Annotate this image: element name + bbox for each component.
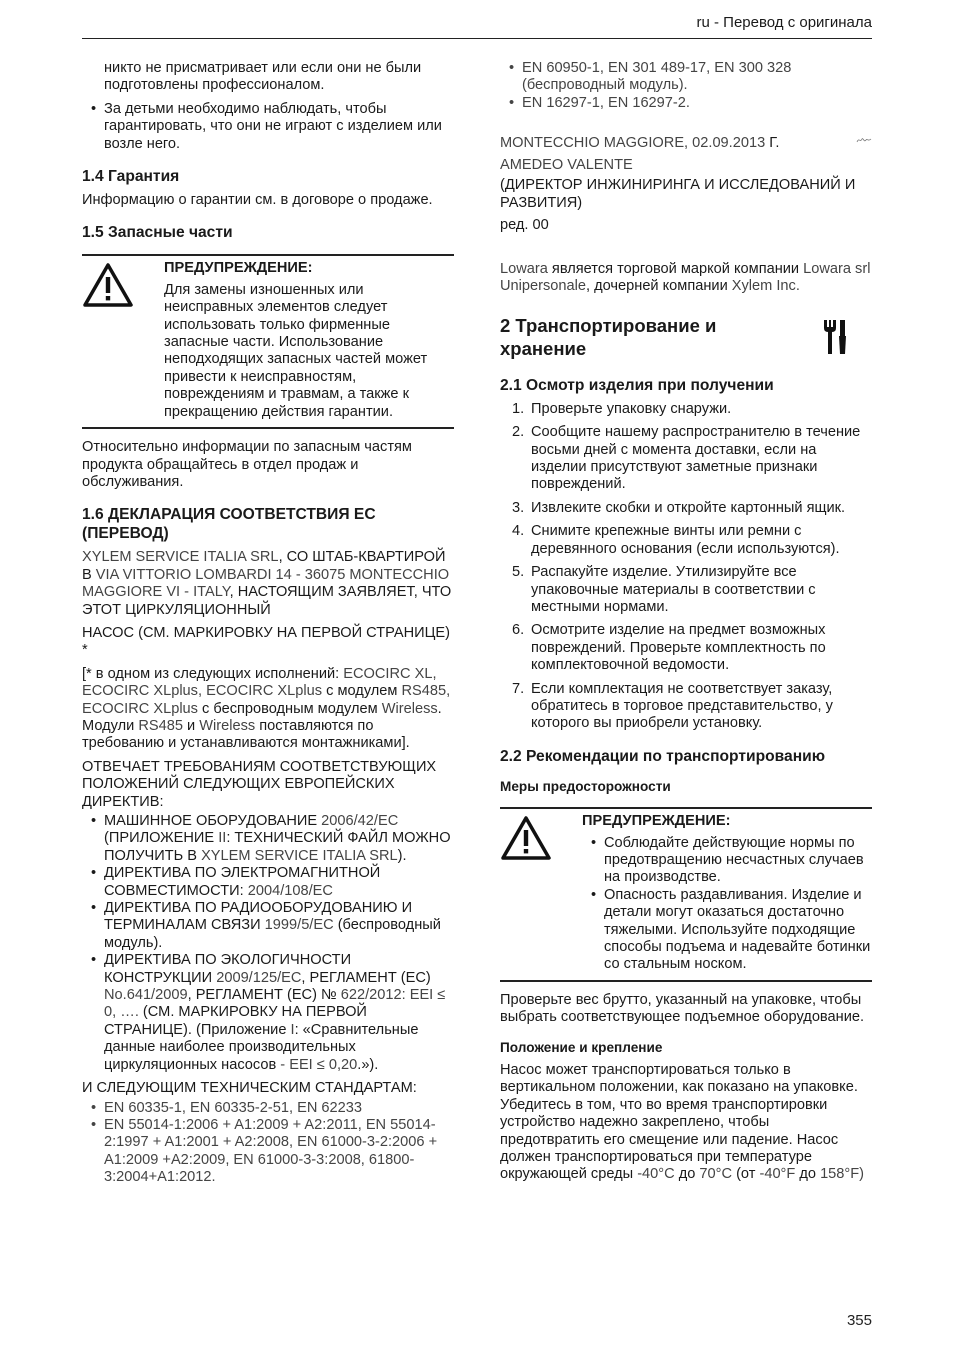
text-run: 2009/125/EC xyxy=(216,969,302,986)
text-run: 2006/42/EC xyxy=(321,813,399,829)
step-text: Извлеките скобки и откройте картонный ящик. xyxy=(531,499,846,516)
text-run: ECOCIRC XL, ECOCIRC XLplus, ECOCIRC XLplus xyxy=(82,665,437,700)
text-run: ). xyxy=(397,847,407,864)
text-run: . Модули xyxy=(82,700,442,734)
text-run: , дочерней компании xyxy=(586,278,732,295)
list-item xyxy=(500,401,872,418)
chapter-2-heading xyxy=(500,314,872,360)
text-run: : «Сравнительные данные наиболее производительных циркуляционных насосов xyxy=(104,1021,419,1073)
section-1-5-title: 1.5 Запасные части xyxy=(82,224,233,242)
text-run: [* в одном из следующих исполнений: xyxy=(82,665,344,682)
text-run: : ТЕХНИЧЕСКИЙ ФАЙЛ МОЖНО ПОЛУЧИТЬ В xyxy=(104,830,451,864)
list-item xyxy=(82,900,454,952)
warning-triangle-icon xyxy=(500,815,552,861)
section-1-5-text: Относительно информации по запасным частям продукта обращайтесь в отдел продаж и обслуживания. xyxy=(82,439,412,490)
warning-text: Для замены изношенных или неисправных элементов следует использовать только фирменные запасные части. Использование неподходящих запасных частей может привести к неисправностям, повреждениям и травмам, а также к прекращению действия гарантии. xyxy=(164,281,428,420)
text-run: -40°F xyxy=(759,1166,796,1183)
text-run: до xyxy=(674,1166,700,1183)
text-run: RS485 xyxy=(401,683,447,700)
step-number: 6. xyxy=(512,622,525,639)
precautions-title: Меры предосторожности xyxy=(500,778,671,794)
declaration-intro xyxy=(82,549,454,619)
text-run: Xylem Inc. xyxy=(731,278,800,295)
step-number: 2. xyxy=(512,424,525,441)
step-number: 1. xyxy=(512,400,525,417)
text-run: 158°F) xyxy=(820,1166,865,1183)
text-run: (от xyxy=(732,1166,760,1183)
list-item xyxy=(82,813,454,865)
text-run: - EEI ≤ 0,20 xyxy=(280,1056,358,1073)
warning-list xyxy=(582,835,872,974)
signature-block xyxy=(500,134,872,235)
text-run: , ECOCIRC XLplus xyxy=(82,683,451,717)
text-run: (ПРИЛОЖЕНИЕ xyxy=(104,830,219,847)
text-run: поставляются по требованию и устанавливаются монтажниками]. xyxy=(82,717,410,752)
text-run: ДИРЕКТИВА ПО ЭЛЕКТРОМАГНИТНОЙ СОВМЕСТИМОСТИ: xyxy=(104,865,381,899)
text-run: и xyxy=(182,717,200,734)
standards-list-continued xyxy=(500,60,872,112)
text-run: Г. xyxy=(769,135,780,152)
warning-box xyxy=(500,807,872,982)
text-run: RS485 xyxy=(138,717,183,734)
warning-title: ПРЕДУПРЕЖДЕНИЕ: xyxy=(582,813,731,830)
text-run: (СМ. МАРКИРОВКУ НА ПЕРВОЙ СТРАНИЦЕ). (Приложение xyxy=(104,1004,367,1038)
step-number: 3. xyxy=(512,499,525,516)
list-item: • Опасность раздавливания. Изделие и детали могут оказаться достаточно тяжелыми. Используйте подходящие способы подъема и надевайте ботинки со стальным носком. xyxy=(582,887,872,974)
running-header xyxy=(696,14,872,31)
list-item: • EN 60335-1, EN 60335-2-51, EN 62233 xyxy=(82,1100,454,1117)
text-run: 2004/108/EC xyxy=(247,882,333,899)
signature-name: AMEDEO VALENTE xyxy=(500,157,633,174)
section-2-1-title: 2.1 Осмотр изделия при получении xyxy=(500,376,774,394)
text-run: MONTECCHIO MAGGIORE, 02.09.2013 xyxy=(500,135,770,152)
list-item xyxy=(500,681,872,733)
step-number: 5. xyxy=(512,564,525,581)
text-run: I xyxy=(290,1021,295,1038)
text-run: , НАСТОЯЩИМ ЗАЯВЛЯЕТ, ЧТО ЭТОТ ЦИРКУЛЯЦИОННЫЙ xyxy=(82,584,452,618)
warning-box xyxy=(82,254,454,429)
step-text: Осмотрите изделие на предмет возможных повреждений. Проверьте комплектность по комплектовочной ведомости. xyxy=(531,622,826,674)
text-run: с беспроводным модулем xyxy=(197,700,382,717)
chapter-2-title: 2 Транспортирование и хранение xyxy=(500,314,717,359)
list-item xyxy=(500,424,872,494)
list-item: • Соблюдайте действующие нормы по предотвращению несчастных случаев на производстве. xyxy=(582,835,872,887)
header-title: Перевод с оригинала xyxy=(723,14,872,31)
list-item xyxy=(500,564,872,616)
step-text: Если комплектация не соответствует заказу, обратитесь в торговое представительство, у которого вы приобрели установку. xyxy=(531,680,833,732)
signature-place-date xyxy=(500,134,872,153)
page-number: 355 xyxy=(846,1312,872,1329)
text-run: 70°C xyxy=(699,1166,733,1183)
signature-revision: ред. 00 xyxy=(500,217,549,234)
text-run: .»). xyxy=(357,1056,379,1073)
list-item: • EN 60950-1, EN 301 489-17, EN 300 328 (беспроводный модуль). xyxy=(500,60,872,95)
list-item xyxy=(500,622,872,674)
text-run: , СО ШТАБ-КВАРТИРОЙ В xyxy=(82,549,446,583)
left-column xyxy=(82,60,454,1193)
text-run: Wireless xyxy=(381,700,438,717)
text-run: 1999/5/EC xyxy=(264,917,334,934)
list-item: • EN 16297-1, EN 16297-2. xyxy=(500,95,872,112)
step-text: Проверьте упаковку снаружи. xyxy=(531,400,732,417)
text-run: ДИРЕКТИВА ПО РАДИООБОРУДОВАНИЮ И ТЕРМИНАЛАМ СВЯЗИ xyxy=(104,900,413,934)
text-run: ДИРЕКТИВА ПО ЭКОЛОГИЧНОСТИ КОНСТРУКЦИИ xyxy=(104,952,352,986)
declaration-directives-intro: ОТВЕЧАЕТ ТРЕБОВАНИЯМ СООТВЕТСТВУЮЩИХ ПОЛОЖЕНИЙ СЛЕДУЮЩИХ ЕВРОПЕЙСКИХ ДИРЕКТИВ: xyxy=(82,758,437,810)
directives-list xyxy=(82,813,454,1074)
text-run: (беспроводный модуль). xyxy=(104,917,441,951)
step-number: 4. xyxy=(512,523,525,540)
warning-title: ПРЕДУПРЕЖДЕНИЕ: xyxy=(164,260,313,277)
declaration-product: НАСОС (СМ. МАРКИРОВКУ НА ПЕРВОЙ СТРАНИЦЕ) * xyxy=(82,624,451,659)
text-run: Wireless xyxy=(199,717,256,734)
list-item xyxy=(82,952,454,1074)
position-text xyxy=(500,1062,872,1184)
step-number: 7. xyxy=(512,680,525,697)
section-1-6-title: 1.6 ДЕКЛАРАЦИЯ СООТВЕТСТВИЯ ЕС (ПЕРЕВОД) xyxy=(82,506,376,543)
text-run: , РЕГЛАМЕНТ (ЕС) xyxy=(301,969,431,986)
weight-text: Проверьте вес брутто, указанный на упаковке, чтобы выбрать соответствующее подъемное оборудование. xyxy=(500,991,865,1026)
step-text: Сообщите нашему распространителю в течение восьми дней с момента доставки, если на изделии присутствуют заметные признаки повреждений. xyxy=(531,424,861,493)
handwritten-signature xyxy=(856,136,872,144)
list-item: • EN 55014-1:2006 + A1:2009 + A2:2011, EN 55014-2:1997 + A1:2001 + A2:2008, EN 61000-3-2:2006 + A1:2009 +A2:2009, EN 61000-3-3:2008, 61800-3:2004+A1:2012. xyxy=(82,1117,454,1187)
text-run: XYLEM SERVICE ITALIA SRL xyxy=(201,847,398,864)
step-text: Снимите крепежные винты или ремни с деревянного основания (если используются). xyxy=(531,523,840,557)
brand-note xyxy=(500,261,872,296)
inspection-steps xyxy=(500,401,872,733)
intro-list xyxy=(82,101,454,153)
company-name: XYLEM SERVICE ITALIA SRL xyxy=(82,549,279,566)
signature-role: (ДИРЕКТОР ИНЖИНИРИНГА И ИССЛЕДОВАНИЙ И РАЗВИТИЯ) xyxy=(500,177,856,211)
text-run: до xyxy=(795,1166,821,1183)
declaration-standards-intro: И СЛЕДУЮЩИМ ТЕХНИЧЕСКИМ СТАНДАРТАМ: xyxy=(82,1080,417,1097)
right-column xyxy=(500,60,872,1190)
text-run: II xyxy=(218,830,227,847)
text-run: Lowara xyxy=(500,261,548,278)
text-run: Lowara srl Unipersonale xyxy=(500,261,871,295)
list-item xyxy=(82,865,454,900)
declaration-versions xyxy=(82,666,454,753)
header-separator: - xyxy=(709,14,724,31)
tools-icon xyxy=(822,318,848,356)
standards-list xyxy=(82,1100,454,1187)
intro-para: никто не присматривает или если они не были подготовлены профессионалом. xyxy=(104,60,422,94)
step-text: Распакуйте изделие. Утилизируйте все упаковочные материалы в соответствии с местными нормами. xyxy=(531,564,816,615)
text-run: является торговой маркой компании xyxy=(547,261,804,278)
list-item xyxy=(500,523,872,558)
section-1-4-text: Информацию о гарантии см. в договоре о продаже. xyxy=(82,192,433,209)
company-address: VIA VITTORIO LOMBARDI 14 - 36075 MONTECCHIO MAGGIORE VI - ITALY xyxy=(82,566,450,601)
warning-triangle-icon xyxy=(82,262,134,308)
header-rule xyxy=(82,38,872,39)
text-run: 622/2012: EEI ≤ 0, …. xyxy=(104,987,446,1021)
text-run: МАШИННОЕ ОБОРУДОВАНИЕ xyxy=(104,813,322,829)
section-1-4-title: 1.4 Гарантия xyxy=(82,168,180,186)
text-run: Насос может транспортироваться только в вертикальном положении, как показано на упаковке. Убедитесь в том, что во время транспортировки устройство надежно закреплено, чтобы предотвратить его смещение или падение. Насос должен транспортироваться при температуре окружающей среды xyxy=(500,1062,858,1183)
section-2-2-title: 2.2 Рекомендации по транспортированию xyxy=(500,747,826,765)
text-run: -40°C xyxy=(637,1166,675,1183)
list-item: • За детьми необходимо наблюдать, чтобы гарантировать, что они не играют с изделием или возле него. xyxy=(82,101,454,153)
position-title: Положение и крепление xyxy=(500,1039,663,1055)
text-run: с модулем xyxy=(322,683,402,700)
header-lang: ru xyxy=(696,14,710,31)
text-run: , РЕГЛАМЕНТ (ЕС) № xyxy=(187,987,341,1004)
text-run: No.641/2009 xyxy=(104,987,188,1004)
list-item xyxy=(500,500,872,517)
